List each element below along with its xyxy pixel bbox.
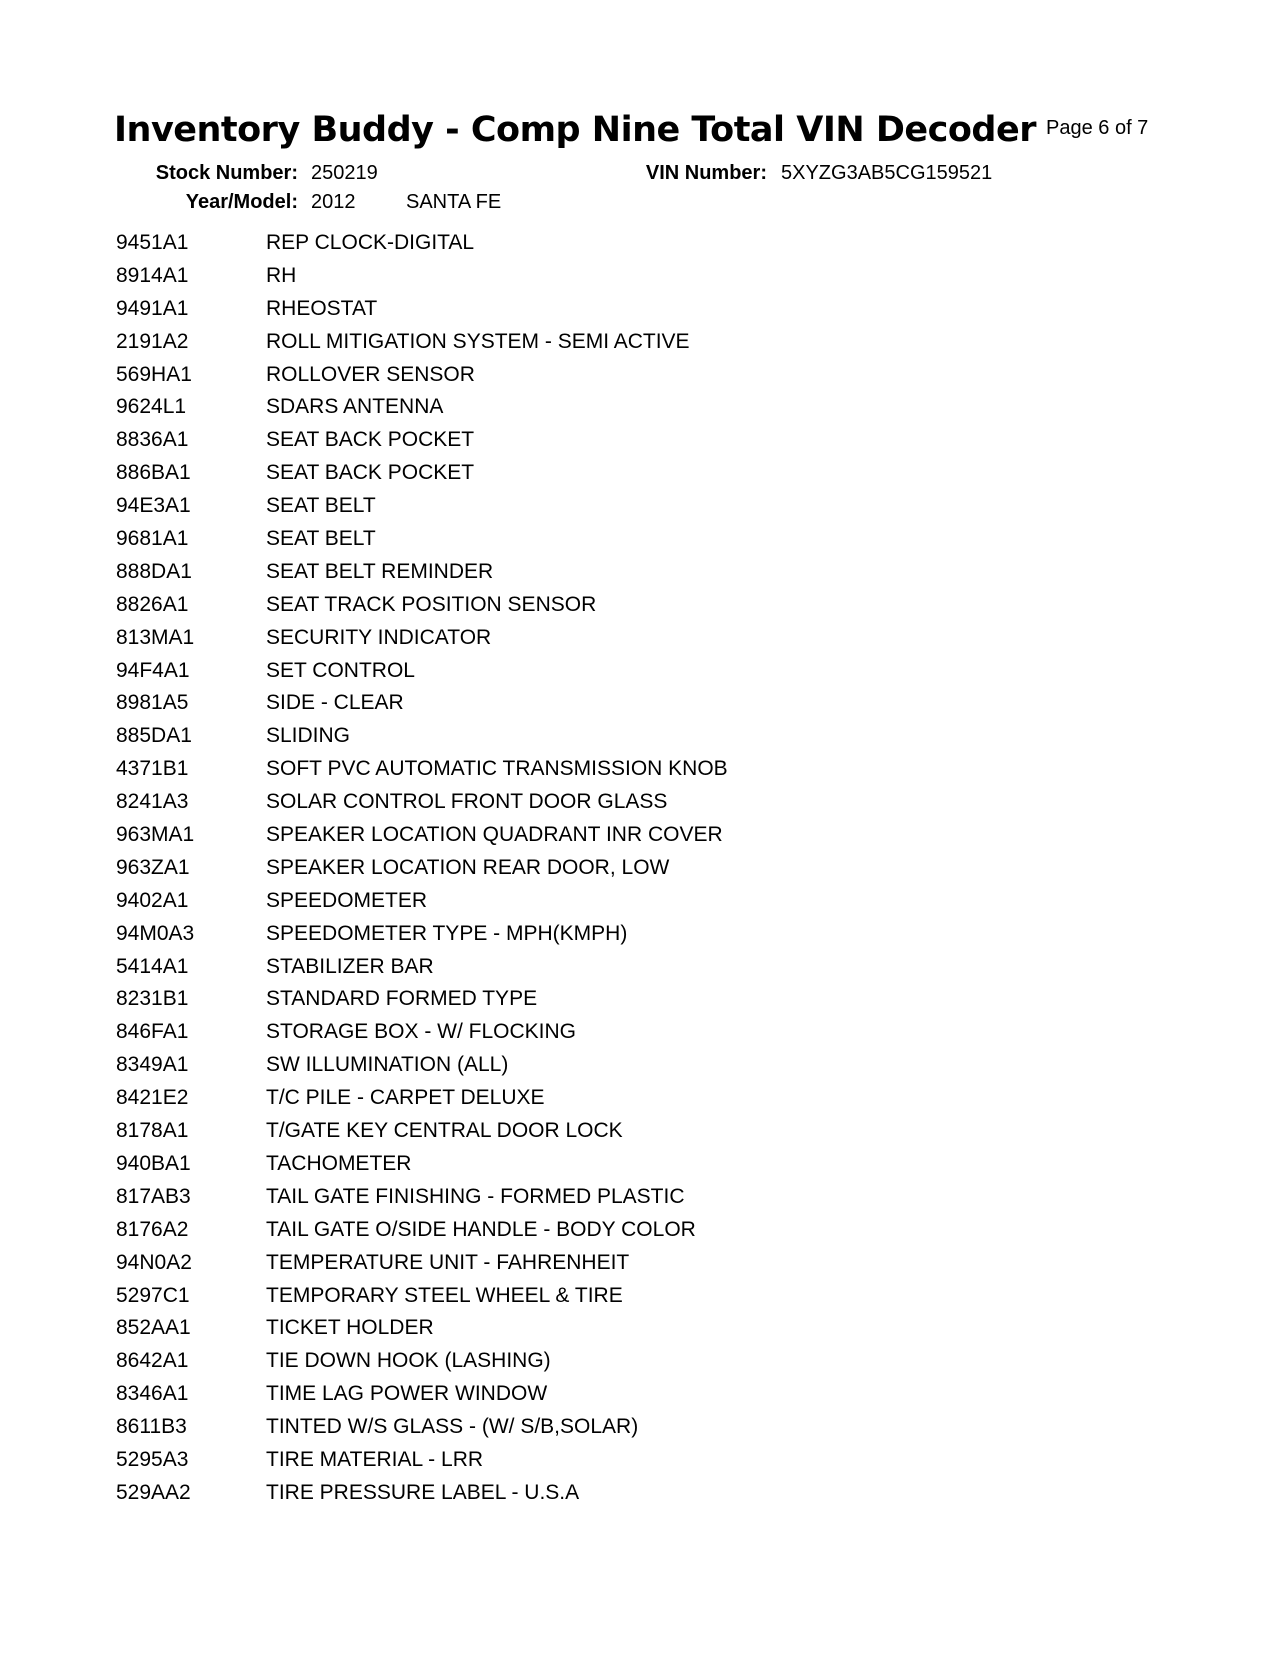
list-item: [116, 886, 1016, 919]
list-item: [116, 1346, 1016, 1379]
part-code: 8241A3: [116, 790, 189, 814]
vin-number-value: 5XYZG3AB5CG159521: [781, 162, 993, 184]
part-description: STABILIZER BAR: [266, 954, 434, 978]
part-code: 569HA1: [116, 362, 192, 386]
part-code: 9451A1: [116, 231, 189, 254]
part-code: 8421E2: [116, 1086, 189, 1110]
part-code: 852AA1: [116, 1316, 191, 1340]
part-description: STORAGE BOX - W/ FLOCKING: [266, 1020, 576, 1044]
part-code: 5414A1: [116, 954, 189, 978]
list-item: [116, 1116, 1016, 1149]
part-description: RHEOSTAT: [266, 296, 378, 320]
part-description: SOLAR CONTROL FRONT DOOR GLASS: [266, 790, 668, 814]
stock-number-value: 250219: [311, 162, 378, 184]
list-item: [116, 1215, 1016, 1248]
part-description: SPEEDOMETER TYPE - MPH(KMPH): [266, 921, 628, 945]
part-description: SEAT BELT: [266, 527, 376, 551]
stock-number-label: Stock Number:: [155, 162, 298, 184]
part-code: 8836A1: [116, 428, 189, 452]
part-description: SPEAKER LOCATION REAR DOOR, LOW: [266, 855, 670, 879]
part-code: 94F4A1: [116, 658, 190, 682]
part-description: TIME LAG POWER WINDOW: [266, 1382, 548, 1406]
part-description: SEAT BELT: [266, 494, 376, 518]
part-code: 963ZA1: [116, 855, 190, 879]
list-item: [116, 1083, 1016, 1116]
part-description: SPEAKER LOCATION QUADRANT INR COVER: [266, 823, 723, 847]
list-item: [116, 1017, 1016, 1050]
list-item: [116, 688, 1016, 721]
part-code: 8826A1: [116, 592, 189, 616]
part-description: SEAT BACK POCKET: [266, 461, 475, 485]
list-item: [116, 1050, 1016, 1083]
list-item: [116, 656, 1016, 689]
part-code: 529AA2: [116, 1480, 191, 1504]
part-code: 8346A1: [116, 1382, 189, 1406]
part-description: TINTED W/S GLASS - (W/ S/B,SOLAR): [266, 1415, 639, 1439]
part-code: 8914A1: [116, 263, 189, 287]
list-item: [116, 853, 1016, 886]
part-description: SEAT TRACK POSITION SENSOR: [266, 592, 597, 616]
part-description: TACHOMETER: [266, 1151, 412, 1175]
list-item: [116, 524, 1016, 557]
part-code: 2191A2: [116, 329, 189, 353]
list-item: [116, 458, 1016, 491]
part-description: ROLL MITIGATION SYSTEM - SEMI ACTIVE: [266, 329, 690, 353]
part-code: 5297C1: [116, 1283, 190, 1307]
parts-list: [116, 228, 1016, 1511]
list-item: [116, 425, 1016, 458]
part-code: 8231B1: [116, 987, 189, 1011]
list-item: [116, 1445, 1016, 1478]
list-item: [116, 1313, 1016, 1346]
part-description: TEMPERATURE UNIT - FAHRENHEIT: [266, 1250, 630, 1274]
part-code: 8642A1: [116, 1349, 189, 1373]
list-item: [116, 294, 1016, 327]
part-code: 8178A1: [116, 1119, 189, 1143]
list-item: [116, 1412, 1016, 1445]
part-code: 5295A3: [116, 1447, 189, 1471]
part-code: 963MA1: [116, 823, 195, 847]
year-value: 2012: [311, 191, 356, 213]
part-description: T/GATE KEY CENTRAL DOOR LOCK: [266, 1119, 623, 1143]
part-description: SET CONTROL: [266, 658, 415, 682]
list-item: [116, 919, 1016, 952]
list-item: [116, 228, 1016, 261]
model-value: SANTA FE: [406, 191, 502, 213]
part-description: SW ILLUMINATION (ALL): [266, 1053, 509, 1077]
list-item: [116, 360, 1016, 393]
list-item: [116, 721, 1016, 754]
list-item: [116, 1149, 1016, 1182]
part-description: STANDARD FORMED TYPE: [266, 987, 538, 1011]
part-code: 94E3A1: [116, 494, 191, 518]
part-description: SDARS ANTENNA: [266, 395, 444, 419]
part-code: 94N0A2: [116, 1250, 192, 1274]
part-description: TIE DOWN HOOK (LASHING): [266, 1349, 551, 1373]
part-description: SEAT BACK POCKET: [266, 428, 475, 452]
part-description: REP CLOCK-DIGITAL: [266, 231, 475, 254]
part-description: RH: [266, 263, 297, 287]
list-item: [116, 1248, 1016, 1281]
part-code: 8349A1: [116, 1053, 189, 1077]
part-description: TAIL GATE O/SIDE HANDLE - BODY COLOR: [266, 1217, 696, 1241]
list-item: [116, 327, 1016, 360]
part-description: SEAT BELT REMINDER: [266, 559, 494, 583]
list-item: [116, 1379, 1016, 1412]
list-item: [116, 623, 1016, 656]
part-code: 4371B1: [116, 757, 189, 781]
part-code: 817AB3: [116, 1184, 191, 1208]
part-code: 9402A1: [116, 888, 189, 912]
list-item: [116, 787, 1016, 820]
part-code: 8611B3: [116, 1415, 187, 1439]
part-code: 940BA1: [116, 1151, 191, 1175]
list-item: [116, 261, 1016, 294]
part-description: SPEEDOMETER: [266, 888, 428, 912]
list-item: [116, 1478, 1016, 1511]
part-code: 94M0A3: [116, 921, 195, 945]
part-code: 888DA1: [116, 559, 192, 583]
part-code: 846FA1: [116, 1020, 189, 1044]
part-code: 9624L1: [116, 395, 187, 419]
list-item: [116, 1281, 1016, 1314]
part-description: SLIDING: [266, 724, 351, 748]
page-number: Page 6 of 7: [1046, 117, 1149, 139]
list-item: [116, 1182, 1016, 1215]
part-code: 9491A1: [116, 296, 189, 320]
vin-number-label: VIN Number:: [645, 162, 767, 184]
page-title: Inventory Buddy - Comp Nine Total VIN Decoder: [114, 110, 1036, 150]
part-code: 8176A2: [116, 1217, 189, 1241]
part-description: T/C PILE - CARPET DELUXE: [266, 1086, 545, 1110]
list-item: [116, 820, 1016, 853]
list-item: [116, 952, 1016, 985]
list-item: [116, 557, 1016, 590]
part-code: 9681A1: [116, 527, 189, 551]
list-item: [116, 984, 1016, 1017]
part-description: SIDE - CLEAR: [266, 691, 404, 715]
list-item: [116, 491, 1016, 524]
part-description: TEMPORARY STEEL WHEEL & TIRE: [266, 1283, 623, 1307]
part-code: 885DA1: [116, 724, 192, 748]
part-description: TIRE PRESSURE LABEL - U.S.A: [266, 1480, 580, 1504]
part-description: TIRE MATERIAL - LRR: [266, 1447, 484, 1471]
part-description: TAIL GATE FINISHING - FORMED PLASTIC: [266, 1184, 685, 1208]
year-model-label: Year/Model:: [185, 191, 298, 213]
part-code: 813MA1: [116, 625, 195, 649]
list-item: [116, 754, 1016, 787]
part-description: ROLLOVER SENSOR: [266, 362, 475, 386]
part-description: SECURITY INDICATOR: [266, 625, 492, 649]
list-item: [116, 590, 1016, 623]
part-code: 886BA1: [116, 461, 191, 485]
part-code: 8981A5: [116, 691, 189, 715]
part-description: SOFT PVC AUTOMATIC TRANSMISSION KNOB: [266, 757, 728, 781]
part-description: TICKET HOLDER: [266, 1316, 434, 1340]
list-item: [116, 392, 1016, 425]
